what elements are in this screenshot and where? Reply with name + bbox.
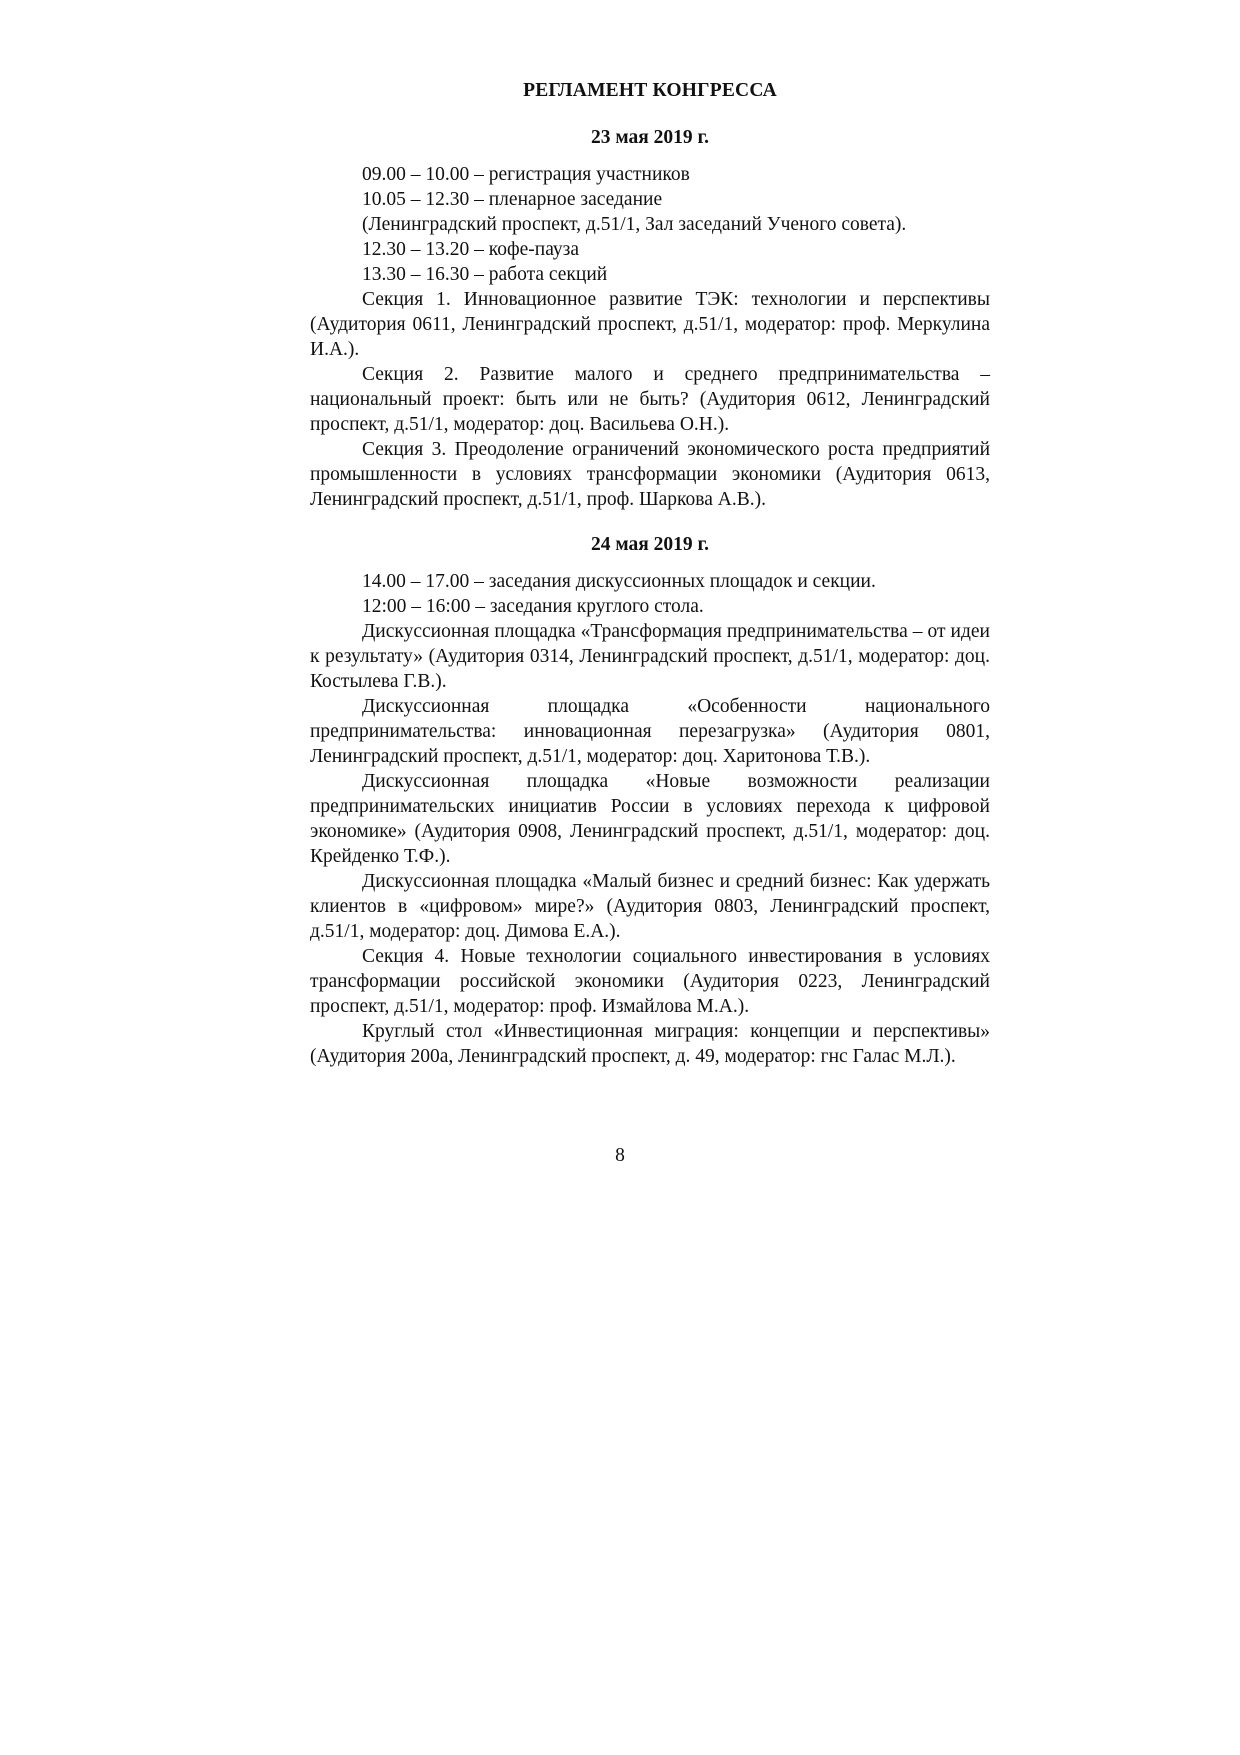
day1-schedule-line: 10.05 – 12.30 – пленарное заседание [362, 189, 663, 210]
day1-schedule-line: 09.00 – 10.00 – регистрация участников [362, 164, 690, 185]
day2-section-paragraph: Дискуссионная площадка «Малый бизнес и средний бизнес: Как удержать клиентов в «цифровом» мире?» (Аудитория 0803, Ленинградский проспект, д.51/1, модератор: доц. Димова Е.А.). [310, 871, 990, 942]
page-number: 8 [615, 1145, 625, 1166]
day1-section-paragraph: Секция 1. Инновационное развитие ТЭК: технологии и перспективы (Аудитория 0611, Ленинградский проспект, д.51/1, модератор: проф. Меркулина И.А.). [310, 289, 990, 360]
day2-section-paragraph: Дискуссионная площадка «Трансформация предпринимательства – от идеи к результату» (Аудитория 0314, Ленинградский проспект, д.51/1, модератор: доц. Костылева Г.В.). [310, 621, 990, 692]
day1-section-paragraph: Секция 3. Преодоление ограничений экономического роста предприятий промышленности в условиях трансформации экономики (Аудитория 0613, Ленинградский проспект, д.51/1, проф. Шаркова А.В.). [310, 439, 990, 510]
day2-section-paragraph: Круглый стол «Инвестиционная миграция: концепции и перспективы» (Аудитория 200а, Ленинградский проспект, д. 49, модератор: гнс Галас М.Л.). [310, 1021, 990, 1067]
day1-section-paragraph: Секция 2. Развитие малого и среднего предпринимательства – национальный проект: быть или не быть? (Аудитория 0612, Ленинградский проспект, д.51/1, модератор: доц. Васильева О.Н.). [310, 364, 990, 435]
day2-schedule-line: 14.00 – 17.00 – заседания дискуссионных площадок и секции. [362, 571, 876, 592]
day2-section-paragraph: Дискуссионная площадка «Новые возможности реализации предпринимательских инициатив России в условиях перехода к цифровой экономике» (Аудитория 0908, Ленинградский проспект, д.51/1, модератор: доц. Крейденко Т.Ф.). [310, 771, 990, 867]
day2-schedule-line: 12:00 – 16:00 – заседания круглого стола. [362, 596, 704, 617]
day1-schedule-line: (Ленинградский проспект, д.51/1, Зал заседаний Ученого совета). [362, 214, 907, 235]
document-title: РЕГЛАМЕНТ КОНГРЕССА [523, 80, 777, 101]
day1-schedule-line: 13.30 – 16.30 – работа секций [362, 264, 608, 285]
day2-date-heading: 24 мая 2019 г. [590, 534, 710, 555]
day2-section-paragraph: Секция 4. Новые технологии социального инвестирования в условиях трансформации российской экономики (Аудитория 0223, Ленинградский проспект, д.51/1, модератор: проф. Измайлова М.А.). [310, 946, 990, 1017]
day2-section-paragraph: Дискуссионная площадка «Особенности национального предпринимательства: инновационная перезагрузка» (Аудитория 0801, Ленинградский проспект, д.51/1, модератор: доц. Харитонова Т.В.). [310, 696, 990, 767]
day1-schedule-line: 12.30 – 13.20 – кофе-пауза [362, 239, 579, 260]
day1-date-heading: 23 мая 2019 г. [590, 127, 710, 148]
document-page [310, 78, 990, 1069]
